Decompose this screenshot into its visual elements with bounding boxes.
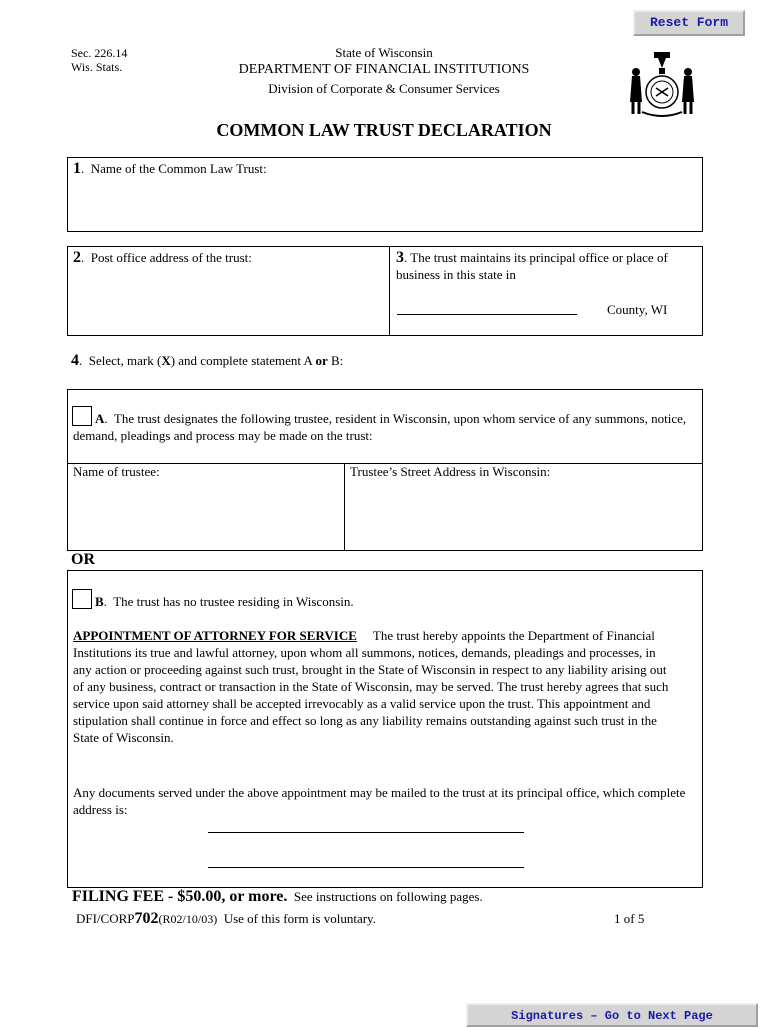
instruction-pre: Select, mark ( [88,353,162,368]
section-3-number: 3 [396,249,404,266]
instruction-or: or [315,353,328,368]
instruction-x: X [161,353,171,368]
principal-office-label: The trust maintains its principal office or place of business in this state in [396,250,668,282]
filing-fee-amount: FILING FEE - $50.00, or more. [72,888,288,905]
form-revision: (R02/10/03) [158,912,218,926]
filing-fee-note: See instructions on following pages. [293,889,483,904]
principal-address-line-2[interactable] [208,867,524,868]
post-office-address-field[interactable]: 2. Post office address of the trust: [67,246,390,336]
reset-form-button[interactable]: Reset Form [633,10,745,36]
form-number: 702 [134,910,159,927]
principal-address-line-1[interactable] [208,832,524,833]
trustee-address-label: Trustee’s Street Address in Wisconsin: [350,464,551,479]
trustee-address-field[interactable] [350,464,696,548]
county-input-line[interactable] [397,314,577,315]
principal-office-section: 3. The trust maintains its principal office or place of business in this state in County, WI [389,246,703,336]
option-a-statement: A. The trust designates the following trustee, resident in Wisconsin, upon whom service of any summons, notice, demand, pleadings and process may be made on the trust: [73,411,687,443]
form-prefix: DFI/CORP [76,911,135,926]
wisconsin-seal-icon [626,48,698,120]
option-a-letter: A [95,411,105,426]
header-state: State of Wisconsin [335,45,433,60]
post-office-address-label: Post office address of the trust: [90,250,252,265]
trustee-name-field[interactable] [73,464,341,548]
option-a-column-divider [344,463,345,550]
header-department: DEPARTMENT OF FINANCIAL INSTITUTIONS [238,62,530,77]
instruction-post: B: [327,353,344,368]
option-a-section [67,389,703,551]
header-division: Division of Corporate & Consumer Services [268,81,500,96]
instruction-mid: ) and complete statement A [170,353,316,368]
option-b-text: The trust has no trustee residing in Wisconsin. [113,594,354,609]
form-number-line [76,910,376,928]
statute-source: Wis. Stats. [71,60,123,74]
statute-section: Sec. 226.14 [71,46,128,60]
section-1-number: 1 [73,160,81,177]
county-suffix: County, WI [607,302,668,317]
section-4-instruction: 4. Select, mark (X) and complete statement A or B: [71,352,344,369]
voluntary-note: Use of this form is voluntary. [223,911,376,926]
section-4-number: 4 [71,352,79,369]
option-b-letter: B [95,594,104,609]
option-b-section [67,570,703,888]
or-separator: OR [71,551,95,568]
section-2-number: 2 [73,249,81,266]
trust-name-label: Name of the Common Law Trust: [90,161,267,176]
trust-name-field[interactable]: 1. Name of the Common Law Trust: [67,157,703,232]
appointment-text: The trust hereby appoints the Department of Financial Institutions its true and lawful attorney, upon whom all summons, notices, demands, pleadings and processes, in any action or proceeding against such trust, brought in the State of Wisconsin in respect to any liability arising out of any business, contract or transaction in the State of Wisconsin, may be served. The trust hereby agrees that such service upon said attorney shall be accepted irrevocably as a valid service upon the trust. This appointment and stipulation shall continue in force and effect so long as any liability remains outstanding against such trust in the State of Wisconsin. [73,628,669,745]
appointment-heading: APPOINTMENT OF ATTORNEY FOR SERVICE [73,628,357,643]
documents-paragraph: Any documents served under the above appointment may be mailed to the trust at its principal office, which complete address is: [73,785,686,817]
option-a-text: The trust designates the following trustee, resident in Wisconsin, upon whom service of any summons, notice, demand, pleadings and process may be made on the trust: [73,411,687,443]
page-title: COMMON LAW TRUST DECLARATION [216,120,552,140]
next-page-button[interactable]: Signatures – Go to Next Page [466,1003,758,1027]
filing-fee [72,888,483,906]
trustee-name-label: Name of trustee: [73,464,160,479]
option-b-statement: B. The trust has no trustee residing in Wisconsin. [95,594,354,609]
appointment-paragraph [73,627,671,746]
page-number: 1 of 5 [614,911,645,926]
